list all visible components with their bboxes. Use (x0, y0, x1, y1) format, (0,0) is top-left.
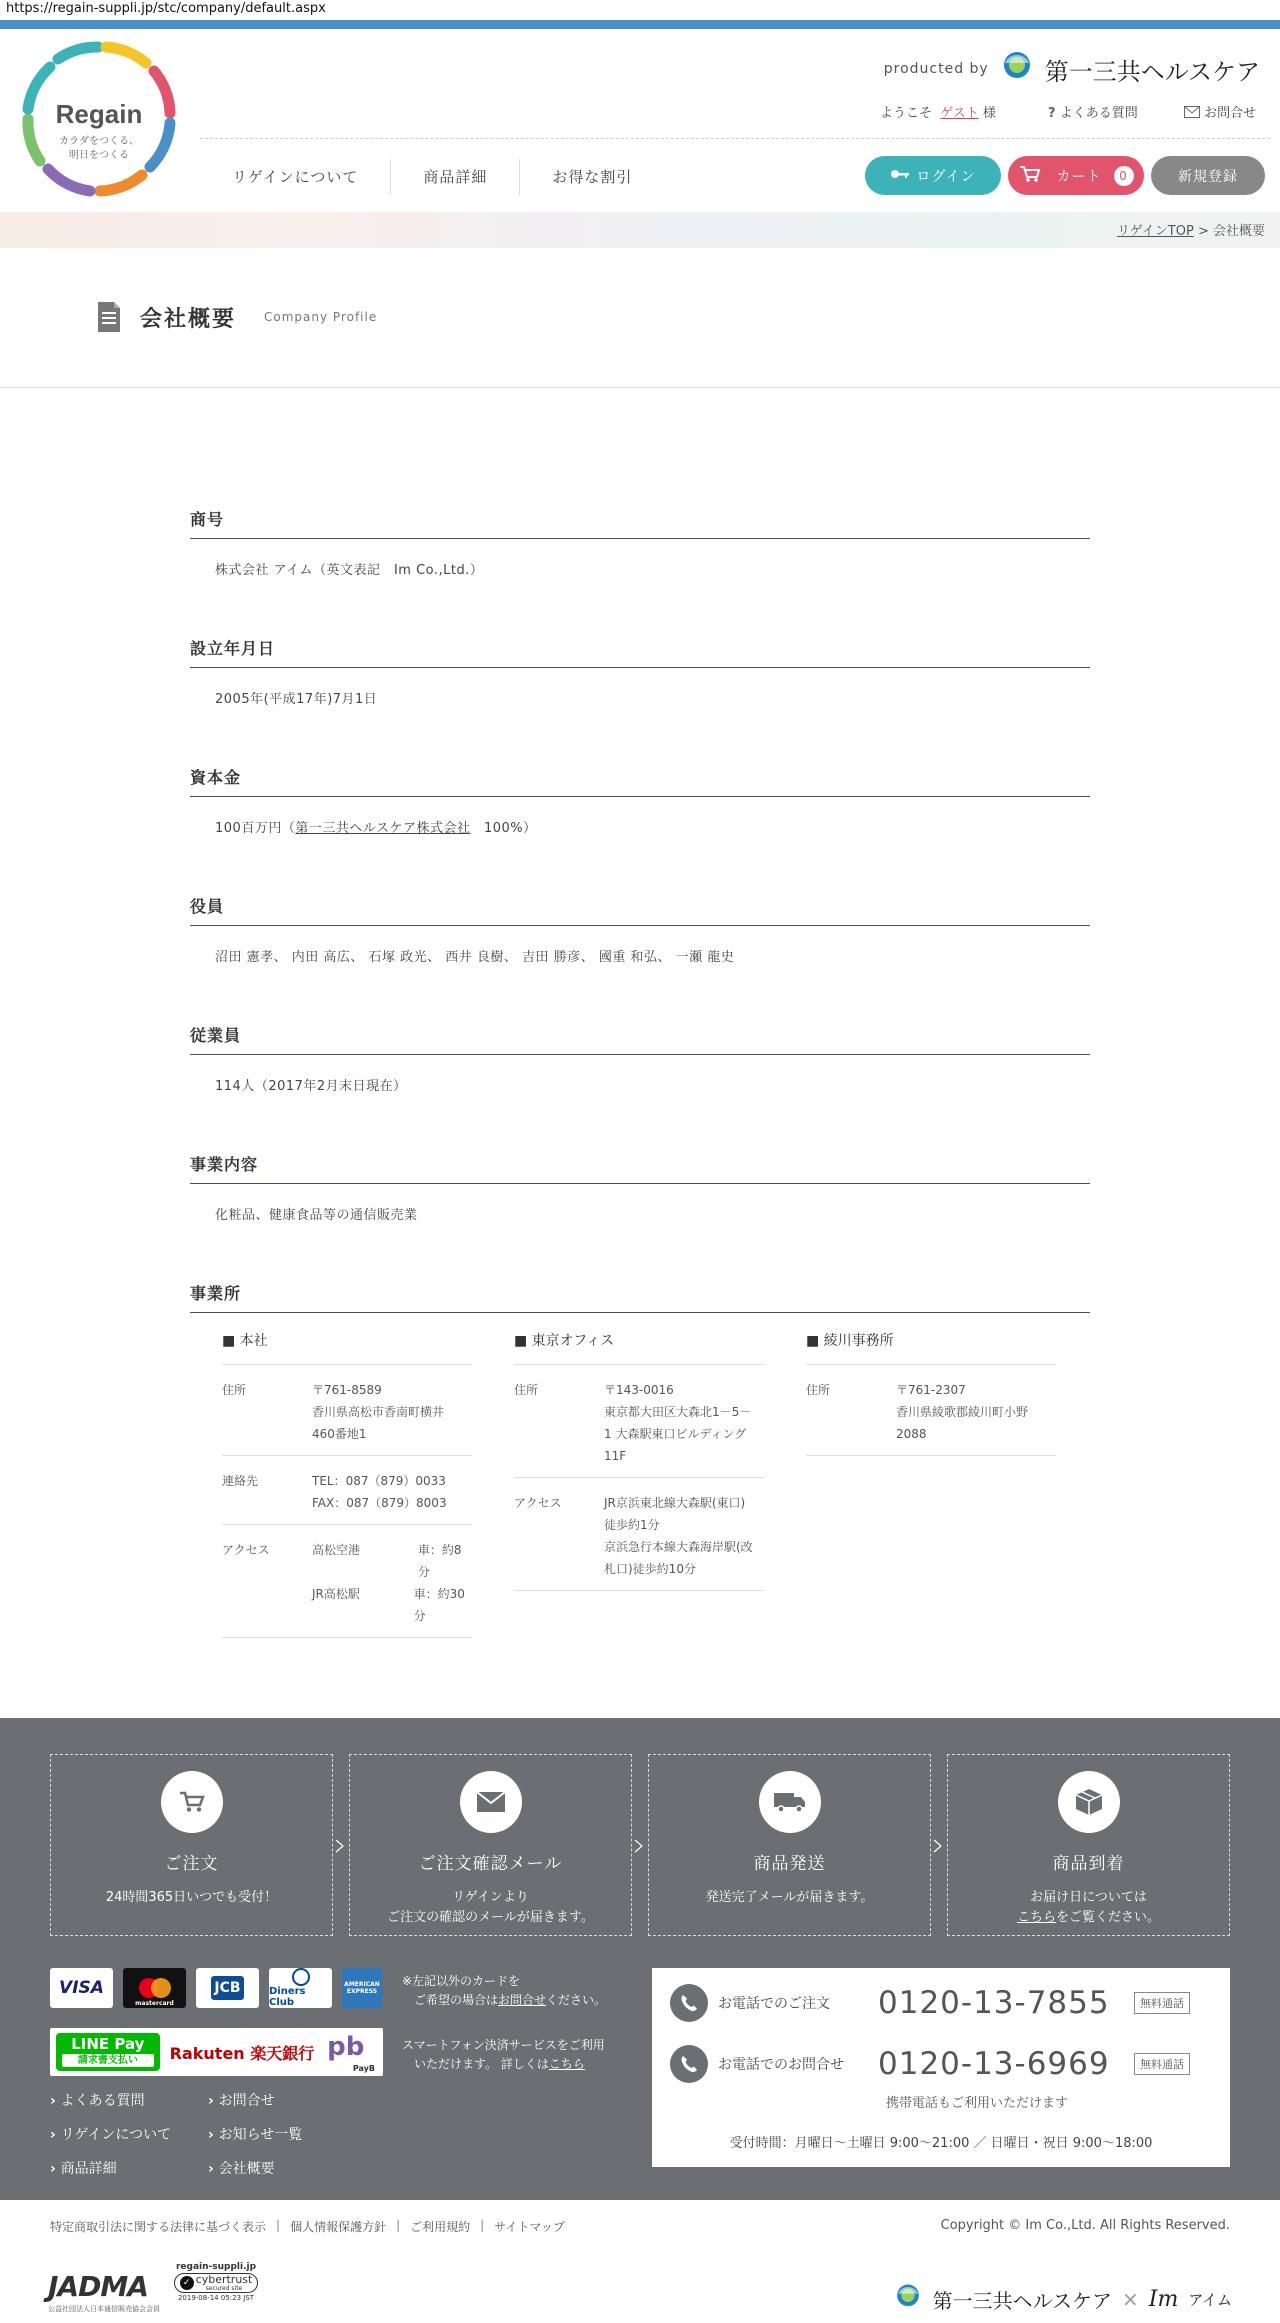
bottom-bar (0, 2200, 1280, 2323)
office-ayagawa (806, 1330, 1056, 1638)
chevron-right-icon (634, 1839, 644, 1853)
payb-logo: pb PayB (327, 2032, 375, 2073)
copyright: Copyright © Im Co.,Ltd. All Rights Reserved. (940, 2218, 1230, 2233)
step-desc (51, 1888, 332, 1908)
phone-inquiry-number[interactable]: 0120-13-6969 (878, 2046, 1110, 2082)
office-row-label: 住所 (806, 1383, 831, 1397)
office-row-label: アクセス (514, 1496, 562, 1510)
office-line: JR京浜東北線大森駅(東口) (604, 1496, 746, 1510)
section-trade-name (190, 507, 1090, 578)
bottom-links (50, 2218, 565, 2235)
cards-contact-link[interactable]: お問合せ (498, 1993, 547, 2007)
office-row-label: アクセス (222, 1543, 270, 1557)
welcome-text (880, 102, 996, 121)
daiichi-company-link[interactable]: 第一三共ヘルスケア株式会社 (295, 821, 471, 836)
pay-note-line (402, 2055, 605, 2074)
section-capital (190, 765, 1090, 836)
footer-im-logo: Im (1148, 2286, 1179, 2312)
cybertrust-seal[interactable] (170, 2262, 262, 2314)
section-officers (190, 894, 1090, 965)
cart-icon (161, 1771, 223, 1833)
office-tokyo (514, 1330, 764, 1638)
jadma-logo[interactable]: JADMA (48, 2270, 148, 2303)
step-desc-line: ご注文の確認のメールが届きます。 (387, 1910, 594, 1925)
breadcrumb-bar (0, 212, 1280, 248)
office-title: ■ 東京オフィス (514, 1330, 764, 1365)
contact-link[interactable] (1184, 102, 1256, 121)
produced-by-label: producted by (883, 61, 989, 77)
step-desc-line: リゲインより (452, 1890, 529, 1905)
diners-text: Diners Club (269, 1986, 306, 2008)
regain-logo[interactable] (18, 39, 180, 201)
office-line: 香川県高松市香南町横井 (312, 1405, 445, 1419)
daiichi-name: 第一三共ヘルスケア (1044, 57, 1260, 86)
global-nav (200, 157, 664, 197)
office-row-label: 住所 (514, 1383, 539, 1397)
office-line: 2088 (896, 1427, 927, 1441)
cards-note (402, 1972, 606, 2010)
office-line: 11F (604, 1449, 627, 1463)
step-desc-line: 24時間365日いつでも受付！ (105, 1890, 278, 1905)
office-line: 札口)徒歩約10分 (604, 1562, 696, 1576)
section-body (190, 797, 1090, 836)
section-heading: 事業所 (190, 1281, 1090, 1313)
section-body: 114人（2017年2月末日現在） (215, 1079, 407, 1094)
top-accent-bar (0, 20, 1280, 29)
logo-tagline-1: カラダをつくる、 (59, 136, 139, 147)
phone-contact-box (652, 1968, 1230, 2167)
link-privacy[interactable]: 個人情報保護方針 (290, 2220, 387, 2234)
footer-aimu: アイム (1188, 2290, 1232, 2309)
cyber-sub: secured site (205, 2285, 243, 2292)
faq-label: よくある質問 (1059, 106, 1138, 121)
phone-inquiry-label: お電話でのお問合せ (718, 2057, 844, 2073)
breadcrumb-separator: > (1197, 224, 1209, 239)
office-row (222, 1456, 472, 1525)
office-list (222, 1330, 1092, 1638)
diners-card-logo (269, 1968, 332, 2008)
box-icon (1058, 1771, 1120, 1833)
delivery-info-link[interactable]: こちら (1016, 1910, 1056, 1925)
browser-url: https://regain-suppli.jp/stc/company/default.aspx (0, 0, 1280, 20)
step-desc-line: お届け日については (1030, 1890, 1147, 1905)
link-tokushoho[interactable]: 特定商取引法に関する法律に基づく表示 (50, 2220, 267, 2234)
section-heading: 役員 (190, 894, 1090, 926)
business-hours: 受付時間：月曜日～土曜日 9:00～21:00 ／ 日曜日・祝日 9:00～18:00 (729, 2136, 1153, 2151)
section-heading: 事業内容 (190, 1152, 1090, 1184)
step-title: ご注文確認メール (418, 1854, 563, 1874)
register-button[interactable]: 新規登録 (1151, 156, 1265, 195)
section-heading: 設立年月日 (190, 636, 1090, 668)
cart-icon (1019, 165, 1041, 187)
access-time: 車：約8分 (417, 1543, 462, 1579)
linepay-sub: 請求書支払い (62, 2054, 154, 2067)
mastercard-card-logo (123, 1968, 186, 2008)
office-line: 徒歩約1分 (604, 1518, 660, 1532)
capital-suffix: 100%） (470, 821, 537, 836)
amex-card-logo: AMERICAN EXPRESS (342, 1968, 382, 2008)
office-row-value (896, 1379, 1056, 1445)
separator: | (276, 2218, 281, 2232)
breadcrumb-home-link[interactable]: リゲインTOP (1116, 224, 1194, 239)
office-row-label: 住所 (222, 1383, 247, 1397)
phone-inquiry-row (670, 2045, 1190, 2083)
nav-item-discount[interactable]: お得な割引 (552, 168, 633, 186)
office-row-value (312, 1539, 472, 1627)
step-title: 商品発送 (753, 1854, 826, 1874)
pay-note-text: いただけます。 詳しくは (414, 2057, 549, 2071)
capital-prefix: 100百万円（ (215, 821, 296, 836)
link-terms[interactable]: ご利用規約 (410, 2220, 471, 2234)
phone-order-label: お電話でのご注文 (718, 1996, 830, 2012)
cards-note-text: ください。 (546, 1993, 607, 2007)
guest-link[interactable]: ゲスト (940, 106, 979, 121)
section-body: 株式会社 アイム（英文表記 Im Co.,Ltd.） (215, 563, 484, 578)
daiichi-logo-icon (893, 2282, 923, 2316)
step-desc-line (948, 1908, 1229, 1928)
pay-note (402, 2036, 605, 2074)
section-business (190, 1152, 1090, 1223)
page-header (0, 248, 1280, 388)
mail-icon (1184, 106, 1204, 121)
mobile-note: 携帯電話もご利用いただけます (886, 2096, 1069, 2111)
section-founded (190, 636, 1090, 707)
office-row (514, 1365, 764, 1478)
step-confirm-mail (349, 1754, 632, 1936)
phone-icon (670, 2045, 708, 2083)
chevron-right-icon (933, 1839, 943, 1853)
mastercard-text: mastercard (135, 2000, 174, 2007)
office-row-label: 連絡先 (222, 1474, 259, 1488)
office-row-value (312, 1470, 472, 1514)
separator: | (480, 2218, 485, 2232)
jadma-sub: 公益社団法人日本通信販売協会会員 (48, 2305, 160, 2313)
footer-link-faq[interactable]: › よくある質問 (50, 2090, 208, 2110)
logo-tagline-2: 明日をつくる (69, 150, 129, 161)
footer-brand (893, 2282, 1232, 2316)
cards-note-text: ご希望の場合は (414, 1993, 499, 2007)
cards-note-line: ※左記以外のカードを (402, 1974, 521, 1988)
step-shipping (648, 1754, 931, 1936)
footer-brand-x: × (1122, 2287, 1139, 2311)
contact-label: お問合せ (1204, 106, 1257, 121)
office-line: FAX：087（879）8003 (312, 1496, 447, 1510)
footer-link-news[interactable]: › お知らせ一覧 (208, 2124, 368, 2144)
page-title: 会社概要 (140, 307, 237, 332)
office-line: 460番地1 (312, 1427, 367, 1441)
question-icon: ? (1048, 106, 1056, 121)
phone-icon (670, 1984, 708, 2022)
office-line: 〒143-0016 (604, 1383, 674, 1397)
login-button[interactable] (865, 156, 1001, 195)
office-title: ■ 本社 (222, 1330, 472, 1365)
section-employees (190, 1023, 1090, 1094)
faq-link[interactable] (1048, 102, 1138, 121)
cart-label: カート (1056, 168, 1102, 185)
page-title-en: Company Profile (264, 310, 378, 324)
footer-link-about[interactable]: › リゲインについて (50, 2124, 208, 2144)
step-desc (649, 1888, 930, 1908)
free-call-badge: 無料通話 (1134, 1992, 1190, 2014)
office-head (222, 1330, 472, 1638)
pay-info-link[interactable]: こちら (548, 2057, 585, 2071)
order-steps (50, 1754, 1230, 1936)
breadcrumb (1117, 220, 1265, 239)
separator: | (396, 2218, 401, 2232)
access-line (312, 1583, 472, 1627)
breadcrumb-current: 会社概要 (1212, 224, 1265, 239)
section-body: 沼田 憲孝、 内田 高広、 石塚 政光、 西井 良樹、 吉田 勝彦、 國重 和弘、 一瀬 龍史 (215, 950, 735, 965)
truck-icon (759, 1771, 821, 1833)
phone-order-number[interactable]: 0120-13-7855 (878, 1985, 1110, 2021)
welcome-prefix: ようこそ (880, 106, 933, 121)
office-row-value (312, 1379, 472, 1445)
jcb-text: JCB (211, 1976, 243, 2000)
footer-links (50, 2090, 368, 2178)
footer-daiichi-name: 第一三共ヘルスケア (932, 2288, 1113, 2313)
access-origin: JR高松駅 (312, 1587, 360, 1601)
daiichi-logo-icon (999, 49, 1035, 89)
office-line: 1 大森駅東口ビルディング (604, 1427, 747, 1441)
section-heading: 資本金 (190, 765, 1090, 797)
cyber-name: cybertrust (195, 2273, 253, 2286)
cart-count-badge: 0 (1114, 166, 1134, 186)
login-label: ログイン (916, 168, 976, 185)
footer-link-products[interactable]: › 商品詳細 (50, 2158, 208, 2178)
site-footer (0, 1718, 1280, 2200)
office-row (222, 1365, 472, 1456)
office-line: 東京都大田区大森北1－5－ (604, 1405, 752, 1419)
access-line (312, 1539, 472, 1583)
section-heading: 商号 (190, 507, 1090, 539)
link-sitemap[interactable]: サイトマップ (494, 2220, 565, 2234)
mail-icon (460, 1771, 522, 1833)
step-desc-line: 発送完了メールが届きます。 (705, 1890, 874, 1905)
document-icon (96, 300, 122, 338)
nav-item-products[interactable]: 商品詳細 (391, 159, 520, 195)
cyber-date: 2019-08-14 05:23 JST (177, 2294, 255, 2302)
office-row (514, 1478, 764, 1591)
office-line: 京浜急行本線大森海岸駅(改 (604, 1540, 753, 1554)
office-line: 〒761-2307 (896, 1383, 966, 1397)
footer-link-contact[interactable]: › お問合せ (208, 2090, 368, 2110)
cyber-check-icon: ✓ (180, 2276, 194, 2290)
welcome-suffix: 様 (982, 106, 996, 121)
key-icon (890, 168, 910, 184)
chevron-right-icon (335, 1839, 345, 1853)
office-title: ■ 綾川事務所 (806, 1330, 1056, 1365)
office-row-value (604, 1379, 764, 1467)
free-call-badge: 無料通話 (1134, 2053, 1190, 2075)
step-desc (350, 1888, 631, 1928)
section-heading: 従業員 (190, 1023, 1090, 1055)
cyber-domain: regain-suppli.jp (175, 2262, 257, 2272)
office-line: 香川県綾歌郡綾川町小野 (896, 1405, 1029, 1419)
pay-note-line: スマートフォン決済サービスをご利用 (402, 2038, 605, 2052)
step-desc (948, 1888, 1229, 1928)
step-arrival (947, 1754, 1230, 1936)
step-desc-rest: をご覧ください。 (1056, 1910, 1161, 1925)
step-order (50, 1754, 333, 1936)
office-row-value (604, 1492, 764, 1580)
footer-link-company[interactable]: › 会社概要 (208, 2158, 368, 2178)
rakuten-bank-logo: Rakuten 楽天銀行 (169, 2043, 315, 2063)
site-header (0, 29, 1280, 212)
payment-services (50, 2028, 383, 2076)
produced-by (884, 51, 1260, 87)
jcb-card-logo (196, 1968, 259, 2008)
section-body: 2005年(平成17年)7月1日 (215, 692, 378, 707)
office-line: TEL：087（879）0033 (312, 1474, 446, 1488)
phone-order-row (670, 1984, 1190, 2022)
section-body: 化粧品、健康食品等の通信販売業 (215, 1208, 418, 1223)
nav-item-about[interactable]: リゲインについて (200, 159, 391, 195)
access-origin: 高松空港 (312, 1543, 361, 1557)
cards-note-line (402, 1991, 606, 2010)
office-row (222, 1525, 472, 1638)
credit-cards (50, 1968, 382, 2008)
office-line: 〒761-8589 (312, 1383, 382, 1397)
step-title: ご注文 (164, 1854, 219, 1874)
access-time: 車：約30分 (413, 1587, 465, 1623)
linepay-logo (56, 2033, 160, 2071)
office-row (806, 1365, 1056, 1456)
step-title: 商品到着 (1052, 1854, 1125, 1874)
logo-text: Regain (55, 99, 143, 129)
header-divider (200, 138, 1270, 139)
linepay-text: LINE Pay (71, 2035, 145, 2053)
visa-card-logo: VISA (50, 1968, 113, 2008)
payb-text: PayB (352, 2064, 375, 2073)
cart-button[interactable] (1008, 156, 1144, 195)
section-offices (190, 1281, 1090, 1313)
